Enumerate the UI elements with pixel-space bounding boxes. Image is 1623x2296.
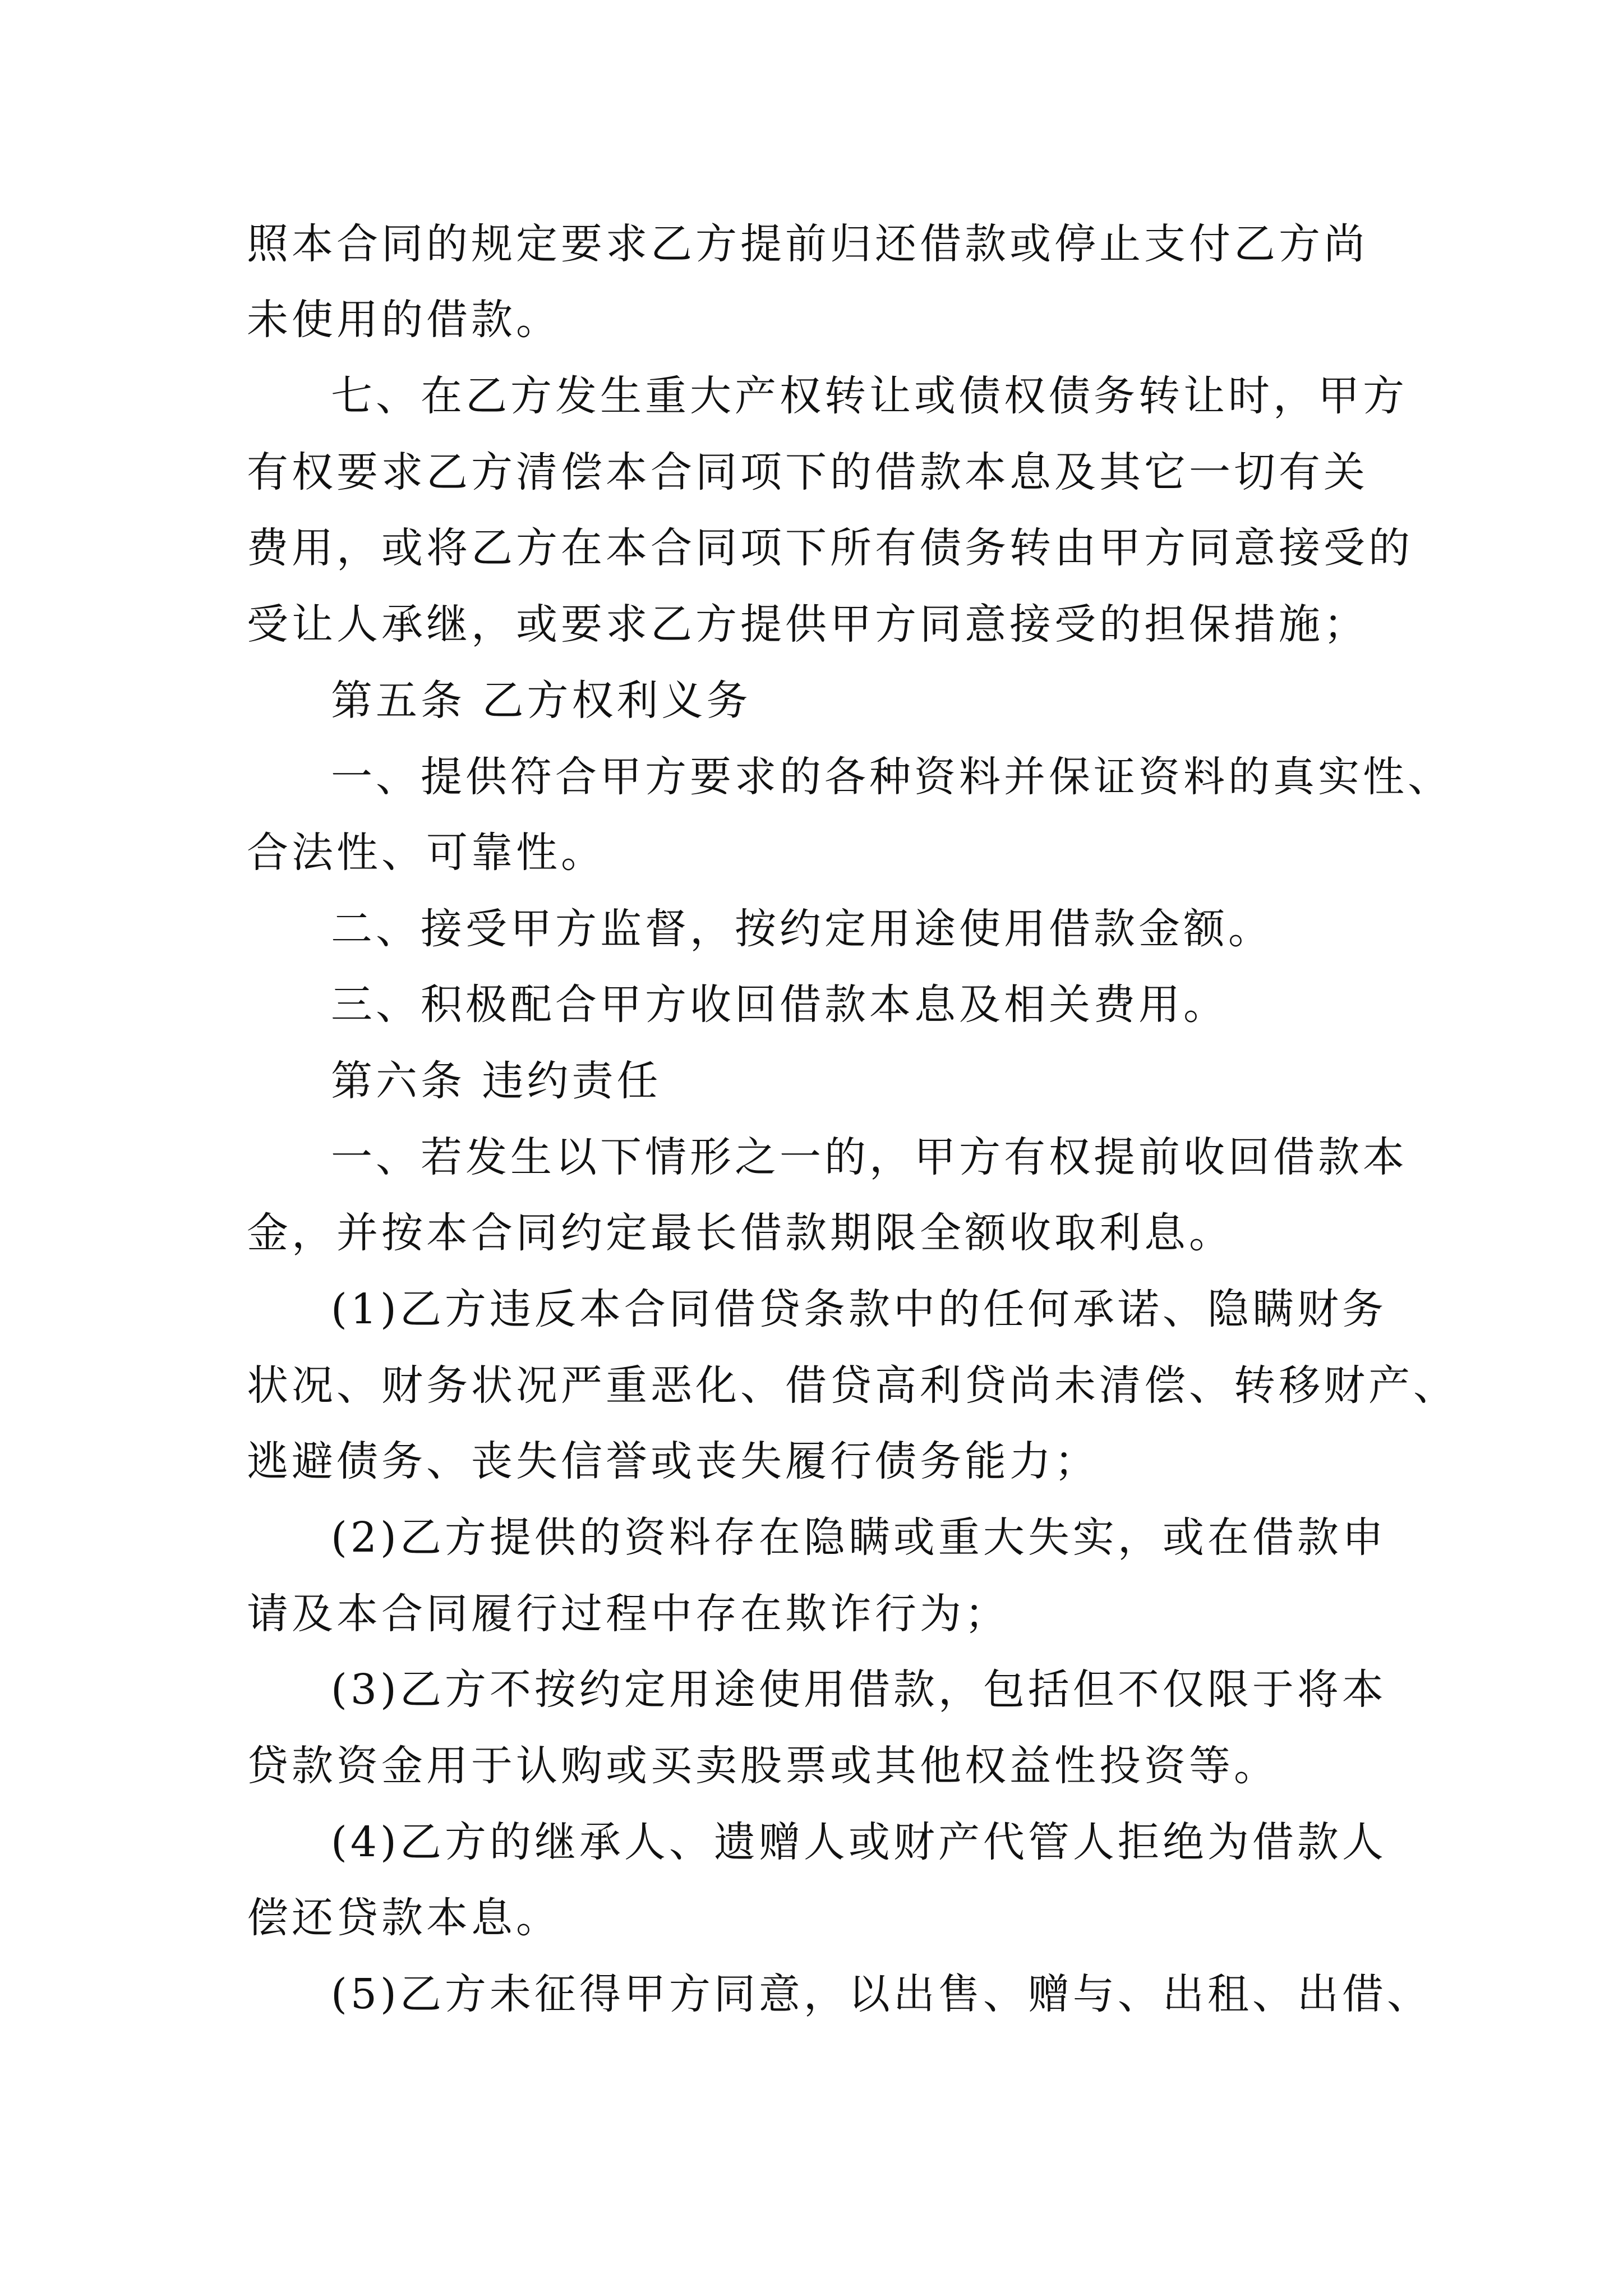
text-line: 一、提供符合甲方要求的各种资料并保证资料的真实性、 — [331, 753, 1453, 801]
text-line: (4)乙方的继承人、遗赠人或财产代管人拒绝为借款人 — [331, 1818, 1387, 1866]
text-line: (1)乙方违反本合同借贷条款中的任何承诺、隐瞒财务 — [331, 1285, 1387, 1333]
text-line: 照本合同的规定要求乙方提前归还借款或停止支付乙方尚 — [247, 220, 1368, 268]
section-heading: 第六条 违约责任 — [331, 1057, 662, 1105]
text-line: 受让人承继，或要求乙方提供甲方同意接受的担保措施； — [247, 600, 1368, 648]
text-line: 偿还贷款本息。 — [247, 1894, 561, 1942]
text-line: 请及本合同履行过程中存在欺诈行为； — [247, 1590, 1009, 1638]
text-line: 逃避债务、丧失信誉或丧失履行债务能力； — [247, 1437, 1099, 1485]
text-line: 未使用的借款。 — [247, 296, 561, 344]
text-line: 有权要求乙方清偿本合同项下的借款本息及其它一切有关 — [247, 448, 1368, 496]
text-line: 贷款资金用于认购或买卖股票或其他权益性投资等。 — [247, 1742, 1279, 1790]
section-heading: 第五条 乙方权利义务 — [331, 677, 751, 725]
text-line: 费用，或将乙方在本合同项下所有债务转由甲方同意接受的 — [247, 524, 1413, 572]
text-line: (5)乙方未征得甲方同意，以出售、赠与、出租、出借、 — [331, 1970, 1432, 2018]
text-line: 七、在乙方发生重大产权转让或债权债务转让时，甲方 — [331, 372, 1408, 420]
text-line: 一、若发生以下情形之一的，甲方有权提前收回借款本 — [331, 1133, 1408, 1181]
text-line: 状况、财务状况严重恶化、借贷高利贷尚未清偿、转移财产、 — [247, 1361, 1458, 1410]
text-line: 三、积极配合甲方收回借款本息及相关费用。 — [331, 981, 1228, 1029]
text-line: 合法性、可靠性。 — [247, 829, 606, 877]
text-line: (2)乙方提供的资料存在隐瞒或重大失实，或在借款申 — [331, 1513, 1387, 1562]
text-line: 金，并按本合同约定最长借款期限全额收取利息。 — [247, 1209, 1234, 1257]
text-line: (3)乙方不按约定用途使用借款，包括但不仅限于将本 — [331, 1665, 1387, 1714]
text-line: 二、接受甲方监督，按约定用途使用借款金额。 — [331, 905, 1273, 953]
